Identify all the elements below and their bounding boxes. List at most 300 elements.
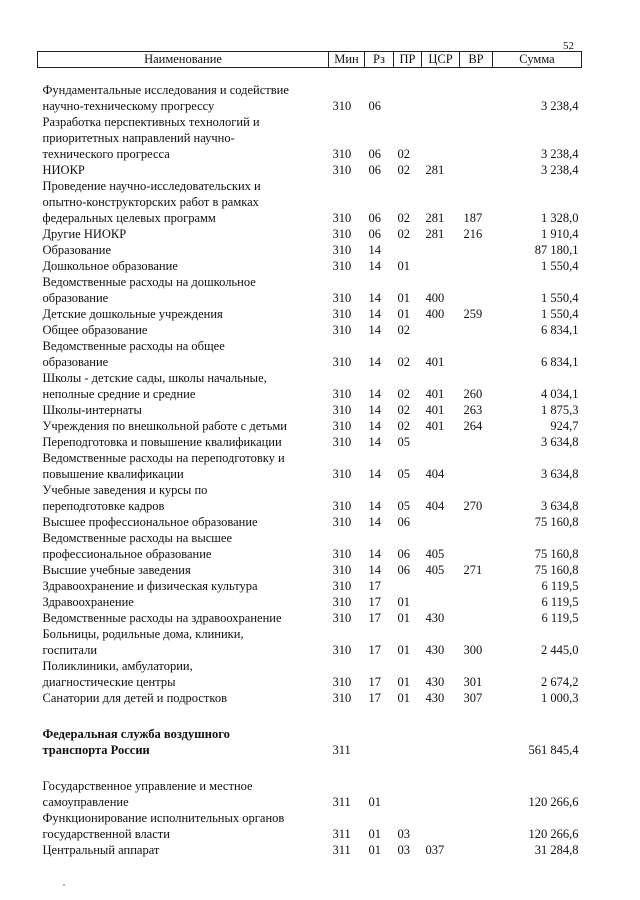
cell-name: Школы - детские сады, школы начальные,	[42, 371, 267, 385]
cell-name: Учебные заведения и курсы по	[42, 483, 208, 497]
cell-csr	[422, 626, 460, 642]
cell-rz: 06	[368, 227, 381, 241]
cell-name: Фундаментальные исследования и содействие	[42, 83, 289, 97]
cell-min: 311	[332, 827, 351, 841]
cell-name: Разработка перспективных технологий и	[42, 115, 260, 129]
cell-pr: 06	[397, 563, 410, 577]
cell-csr: 401	[425, 355, 445, 369]
header-name: Наименование	[38, 52, 329, 68]
cell-pr: 02	[397, 403, 410, 417]
cell-rz: 14	[368, 323, 381, 337]
cell-name: транспорта России	[42, 743, 150, 757]
cell-csr	[422, 530, 460, 546]
cell-name: образование	[42, 355, 109, 369]
table-row	[38, 726, 582, 742]
cell-sum: 1 328,0	[541, 211, 579, 225]
cell-vr	[460, 258, 493, 274]
table-row	[38, 482, 582, 498]
cell-pr: 05	[397, 467, 410, 481]
spacer-row	[38, 706, 582, 726]
cell-min	[329, 114, 365, 130]
cell-sum: 6 834,1	[541, 355, 579, 369]
cell-rz: 14	[368, 563, 381, 577]
table-row	[38, 690, 582, 706]
cell-min: 311	[332, 743, 351, 757]
table-row	[38, 226, 582, 242]
cell-rz: 14	[368, 243, 381, 257]
cell-pr: 01	[397, 675, 410, 689]
cell-min: 310	[332, 259, 352, 273]
table-row	[38, 594, 582, 610]
cell-csr	[422, 794, 460, 810]
cell-csr: 404	[425, 467, 445, 481]
cell-sum: 3 238,4	[541, 99, 579, 113]
cell-name: опытно-конструкторских работ в рамках	[42, 195, 259, 209]
cell-name: Ведомственные расходы на общее	[42, 339, 225, 353]
cell-name: приоритетных направлений научно-	[42, 131, 235, 145]
table-row	[38, 306, 582, 322]
cell-pr	[394, 450, 422, 466]
cell-csr: 401	[425, 403, 445, 417]
table-row	[38, 370, 582, 386]
cell-rz: 06	[368, 147, 381, 161]
cell-csr: 281	[425, 211, 445, 225]
cell-csr	[422, 514, 460, 530]
cell-rz	[365, 194, 394, 210]
cell-csr: 037	[425, 843, 445, 857]
cell-pr: 01	[397, 691, 410, 705]
cell-rz: 01	[368, 827, 381, 841]
cell-pr	[394, 370, 422, 386]
table-row	[38, 82, 582, 98]
cell-sum	[493, 810, 582, 826]
table-row	[38, 658, 582, 674]
cell-csr: 404	[425, 499, 445, 513]
cell-csr	[422, 726, 460, 742]
cell-min: 310	[332, 291, 352, 305]
table-row	[38, 826, 582, 842]
table-row	[38, 642, 582, 658]
cell-sum	[493, 482, 582, 498]
cell-min: 310	[332, 163, 352, 177]
cell-rz: 17	[368, 643, 381, 657]
cell-vr	[460, 482, 493, 498]
cell-name: технического прогресса	[42, 147, 170, 161]
cell-vr: 259	[463, 307, 483, 321]
cell-pr	[394, 742, 422, 758]
cell-csr: 430	[425, 691, 445, 705]
cell-pr	[394, 178, 422, 194]
cell-min	[329, 82, 365, 98]
cell-vr	[460, 594, 493, 610]
cell-csr: 401	[425, 419, 445, 433]
cell-vr: 270	[463, 499, 483, 513]
cell-sum	[493, 130, 582, 146]
cell-min: 310	[332, 435, 352, 449]
cell-rz: 14	[368, 515, 381, 529]
cell-csr	[422, 434, 460, 450]
cell-rz	[365, 114, 394, 130]
cell-vr	[460, 178, 493, 194]
cell-min	[329, 726, 365, 742]
cell-vr	[460, 354, 493, 370]
page-number: 52	[563, 40, 574, 52]
header-sum: Сумма	[493, 52, 582, 68]
cell-name: Ведомственные расходы на высшее	[42, 531, 233, 545]
cell-sum: 3 634,8	[541, 499, 579, 513]
cell-sum: 3 238,4	[541, 163, 579, 177]
cell-min: 310	[332, 499, 352, 513]
table-row	[38, 778, 582, 794]
cell-csr	[422, 338, 460, 354]
cell-csr	[422, 146, 460, 162]
cell-vr: 260	[463, 387, 483, 401]
cell-rz	[365, 338, 394, 354]
cell-pr: 02	[397, 323, 410, 337]
cell-vr: 307	[463, 691, 483, 705]
cell-sum	[493, 114, 582, 130]
cell-rz	[365, 778, 394, 794]
cell-pr	[394, 82, 422, 98]
cell-csr	[422, 194, 460, 210]
table-header	[38, 52, 582, 68]
cell-pr: 02	[397, 163, 410, 177]
cell-pr	[394, 338, 422, 354]
cell-csr	[422, 594, 460, 610]
cell-name: Здравоохранение и физическая культура	[42, 579, 258, 593]
spacer-row	[38, 68, 582, 83]
cell-csr	[422, 82, 460, 98]
cell-csr	[422, 482, 460, 498]
cell-pr: 02	[397, 419, 410, 433]
table-row	[38, 434, 582, 450]
cell-vr	[460, 726, 493, 742]
cell-min: 310	[332, 691, 352, 705]
cell-pr: 01	[397, 291, 410, 305]
cell-rz: 06	[368, 99, 381, 113]
cell-rz: 17	[368, 611, 381, 625]
cell-csr: 430	[425, 675, 445, 689]
table-row	[38, 130, 582, 146]
cell-name: Детские дошкольные учреждения	[42, 307, 223, 321]
cell-min: 310	[332, 515, 352, 529]
cell-vr	[460, 322, 493, 338]
table-row	[38, 466, 582, 482]
cell-csr: 430	[425, 643, 445, 657]
cell-csr	[422, 274, 460, 290]
cell-min: 310	[332, 419, 352, 433]
table-row	[38, 322, 582, 338]
cell-rz: 14	[368, 499, 381, 513]
cell-name: Поликлиники, амбулатории,	[42, 659, 193, 673]
cell-sum: 75 160,8	[534, 547, 579, 561]
cell-pr	[394, 794, 422, 810]
cell-vr	[460, 514, 493, 530]
cell-min: 310	[332, 595, 352, 609]
header-pr: ПР	[394, 52, 422, 68]
cell-name: самоуправление	[42, 795, 129, 809]
cell-pr	[394, 658, 422, 674]
cell-csr	[422, 98, 460, 114]
cell-name: Ведомственные расходы на переподготовку и	[42, 451, 285, 465]
cell-vr: 216	[463, 227, 483, 241]
cell-csr: 281	[425, 227, 445, 241]
cell-name: диагностические центры	[42, 675, 176, 689]
cell-pr	[394, 578, 422, 594]
cell-pr: 01	[397, 259, 410, 273]
cell-csr	[422, 658, 460, 674]
cell-sum: 1 550,4	[541, 259, 579, 273]
table-row	[38, 418, 582, 434]
cell-csr	[422, 114, 460, 130]
cell-rz: 14	[368, 435, 381, 449]
cell-vr	[460, 546, 493, 562]
cell-vr	[460, 842, 493, 858]
table-row	[38, 810, 582, 826]
cell-pr	[394, 482, 422, 498]
cell-min	[329, 130, 365, 146]
cell-csr: 405	[425, 563, 445, 577]
cell-sum	[493, 338, 582, 354]
cell-vr	[460, 146, 493, 162]
cell-pr: 05	[397, 499, 410, 513]
cell-min: 311	[332, 843, 351, 857]
cell-min: 310	[332, 211, 352, 225]
cell-rz: 14	[368, 355, 381, 369]
cell-sum: 4 034,1	[541, 387, 579, 401]
cell-min: 310	[332, 227, 352, 241]
cell-name: Ведомственные расходы на дошкольное	[42, 275, 256, 289]
cell-rz: 17	[368, 691, 381, 705]
cell-name: Ведомственные расходы на здравоохранение	[42, 611, 282, 625]
cell-pr: 03	[397, 843, 410, 857]
cell-rz: 17	[368, 579, 381, 593]
cell-sum: 31 284,8	[534, 843, 579, 857]
cell-vr	[460, 194, 493, 210]
cell-vr	[460, 98, 493, 114]
cell-vr	[460, 778, 493, 794]
cell-rz	[365, 482, 394, 498]
cell-vr	[460, 242, 493, 258]
scan-speck	[63, 884, 65, 886]
table-row	[38, 386, 582, 402]
cell-min	[329, 370, 365, 386]
cell-rz	[365, 658, 394, 674]
cell-sum	[493, 658, 582, 674]
cell-sum	[493, 178, 582, 194]
cell-rz: 01	[368, 795, 381, 809]
cell-csr: 430	[425, 611, 445, 625]
cell-min: 310	[332, 563, 352, 577]
cell-rz: 14	[368, 419, 381, 433]
cell-min	[329, 178, 365, 194]
cell-vr	[460, 658, 493, 674]
cell-vr	[460, 466, 493, 482]
table-body	[38, 68, 582, 859]
cell-name: повышение квалификации	[42, 467, 184, 481]
cell-vr	[460, 626, 493, 642]
table-row	[38, 498, 582, 514]
cell-pr	[394, 194, 422, 210]
cell-pr: 05	[397, 435, 410, 449]
budget-table	[37, 51, 582, 858]
cell-min: 310	[332, 243, 352, 257]
cell-name: неполные средние и средние	[42, 387, 196, 401]
cell-pr	[394, 242, 422, 258]
table-row	[38, 626, 582, 642]
cell-name: переподготовке кадров	[42, 499, 165, 513]
cell-pr: 06	[397, 547, 410, 561]
cell-csr	[422, 322, 460, 338]
header-csr: ЦСР	[422, 52, 460, 68]
cell-sum: 6 119,5	[541, 611, 579, 625]
cell-pr: 02	[397, 211, 410, 225]
cell-vr	[460, 826, 493, 842]
cell-vr	[460, 530, 493, 546]
cell-rz: 01	[368, 843, 381, 857]
table-row	[38, 842, 582, 858]
table-row	[38, 146, 582, 162]
cell-min	[329, 530, 365, 546]
cell-sum: 87 180,1	[534, 243, 579, 257]
table-row	[38, 354, 582, 370]
cell-csr: 400	[425, 291, 445, 305]
cell-rz	[365, 626, 394, 642]
cell-min	[329, 338, 365, 354]
table-row	[38, 258, 582, 274]
cell-sum: 120 266,6	[528, 795, 579, 809]
spacer-cell	[38, 68, 582, 83]
cell-sum	[493, 726, 582, 742]
cell-min: 310	[332, 467, 352, 481]
cell-csr: 405	[425, 547, 445, 561]
cell-name: НИОКР	[42, 163, 85, 177]
table-row	[38, 742, 582, 758]
cell-sum: 924,7	[550, 419, 579, 433]
cell-name: федеральных целевых программ	[42, 211, 216, 225]
cell-sum: 561 845,4	[528, 743, 579, 757]
cell-csr	[422, 258, 460, 274]
cell-rz: 14	[368, 387, 381, 401]
cell-vr: 263	[463, 403, 483, 417]
cell-pr: 01	[397, 307, 410, 321]
cell-sum: 75 160,8	[534, 515, 579, 529]
cell-name: Здравоохранение	[42, 595, 134, 609]
cell-rz	[365, 178, 394, 194]
cell-sum: 3 238,4	[541, 147, 579, 161]
cell-sum	[493, 778, 582, 794]
cell-rz: 14	[368, 291, 381, 305]
cell-pr	[394, 130, 422, 146]
table-row	[38, 402, 582, 418]
cell-name: Образование	[42, 243, 112, 257]
table-row	[38, 162, 582, 178]
cell-rz: 06	[368, 211, 381, 225]
cell-rz: 14	[368, 259, 381, 273]
table-row	[38, 562, 582, 578]
spacer-row	[38, 758, 582, 778]
cell-csr	[422, 178, 460, 194]
cell-rz: 14	[368, 403, 381, 417]
table-row	[38, 514, 582, 530]
cell-vr	[460, 810, 493, 826]
cell-sum: 2 674,2	[541, 675, 579, 689]
cell-vr	[460, 82, 493, 98]
table-row	[38, 578, 582, 594]
cell-pr	[394, 98, 422, 114]
cell-name: Высшие учебные заведения	[42, 563, 191, 577]
table-row	[38, 530, 582, 546]
cell-name: Переподготовка и повышение квалификации	[42, 435, 282, 449]
cell-rz	[365, 370, 394, 386]
cell-csr	[422, 242, 460, 258]
cell-csr: 281	[425, 163, 445, 177]
cell-vr: 300	[463, 643, 483, 657]
cell-sum: 6 119,5	[541, 595, 579, 609]
cell-rz: 14	[368, 307, 381, 321]
cell-rz: 17	[368, 595, 381, 609]
cell-name: Проведение научно-исследовательских и	[42, 179, 261, 193]
cell-pr: 03	[397, 827, 410, 841]
cell-vr: 187	[463, 211, 483, 225]
cell-min: 310	[332, 355, 352, 369]
table-row	[38, 290, 582, 306]
cell-vr	[460, 338, 493, 354]
cell-min	[329, 274, 365, 290]
cell-sum	[493, 370, 582, 386]
table-row	[38, 450, 582, 466]
cell-name: Высшее профессиональное образование	[42, 515, 258, 529]
table-row	[38, 674, 582, 690]
cell-name: госпитали	[42, 643, 98, 657]
cell-min: 310	[332, 307, 352, 321]
cell-pr	[394, 274, 422, 290]
cell-csr	[422, 826, 460, 842]
cell-name: научно-техническому прогрессу	[42, 99, 215, 113]
cell-csr	[422, 130, 460, 146]
cell-min	[329, 450, 365, 466]
cell-sum: 1 000,3	[541, 691, 579, 705]
header-rz: Рз	[365, 52, 394, 68]
cell-sum: 1 550,4	[541, 307, 579, 321]
cell-min: 310	[332, 675, 352, 689]
cell-sum: 2 445,0	[541, 643, 579, 657]
cell-sum	[493, 194, 582, 210]
cell-sum	[493, 626, 582, 642]
table-row	[38, 338, 582, 354]
table-row	[38, 242, 582, 258]
table-row	[38, 98, 582, 114]
cell-name: Школы-интернаты	[42, 403, 142, 417]
cell-name: Дошкольное образование	[42, 259, 178, 273]
cell-csr	[422, 810, 460, 826]
header-vr: ВР	[460, 52, 493, 68]
cell-vr	[460, 578, 493, 594]
cell-name: образование	[42, 291, 109, 305]
cell-pr: 01	[397, 595, 410, 609]
cell-csr	[422, 578, 460, 594]
cell-sum: 3 634,8	[541, 467, 579, 481]
cell-vr	[460, 290, 493, 306]
cell-name: Федеральная служба воздушного	[42, 727, 230, 741]
cell-sum: 1 910,4	[541, 227, 579, 241]
cell-pr	[394, 778, 422, 794]
cell-sum: 120 266,6	[528, 827, 579, 841]
cell-rz	[365, 742, 394, 758]
cell-rz	[365, 130, 394, 146]
cell-pr	[394, 530, 422, 546]
cell-name: Функционирование исполнительных органов	[42, 811, 285, 825]
